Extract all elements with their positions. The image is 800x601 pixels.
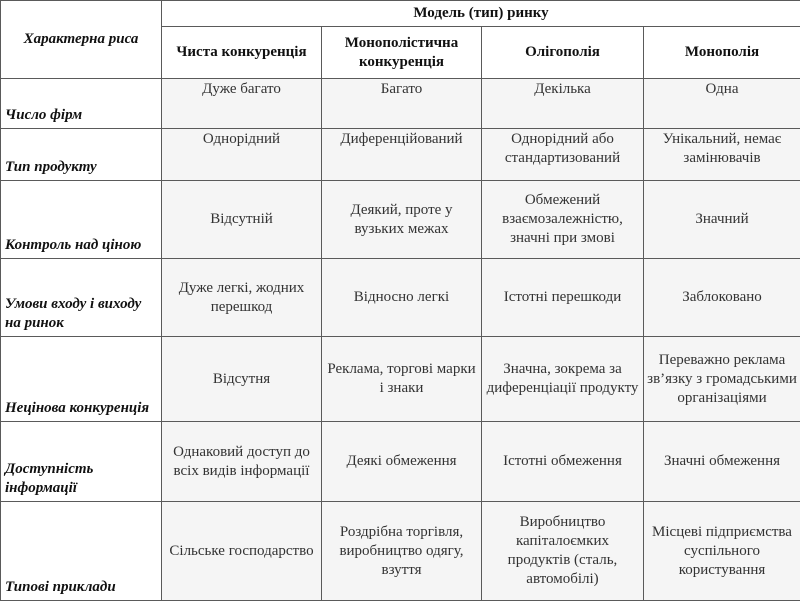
row-header-information-access: Доступність інформації	[1, 422, 162, 502]
table-row	[1, 181, 800, 259]
table-cell: Роздрібна торгівля, виробництво одягу, взуття	[322, 502, 482, 601]
table-cell: Відсутній	[162, 181, 322, 259]
row-header-price-control: Контроль над ціною	[1, 181, 162, 259]
table-cell: Значні обмеження	[644, 422, 800, 502]
table-cell: Заблоковано	[644, 259, 800, 337]
table-row	[1, 502, 800, 601]
table-cell: Багато	[322, 79, 482, 129]
table-cell: Місцеві підприємства суспільного користування	[644, 502, 800, 601]
table-cell: Однорідний	[162, 129, 322, 181]
column-header-perfect-competition: Чиста конкуренція	[162, 27, 322, 79]
table-cell: Значний	[644, 181, 800, 259]
corner-header: Характерна риса	[1, 1, 162, 79]
table-row	[1, 79, 800, 129]
table-cell: Унікальний, немає замінювачів	[644, 129, 800, 181]
table-row	[1, 422, 800, 502]
table-cell: Декілька	[482, 79, 644, 129]
table-cell: Значна, зокрема за диференціації продукту	[482, 337, 644, 422]
table-row	[1, 259, 800, 337]
table-cell: Переважно реклама зв’язку з громадськими організаціями	[644, 337, 800, 422]
table-cell: Реклама, торгові марки і знаки	[322, 337, 482, 422]
table-cell: Дуже багато	[162, 79, 322, 129]
table-cell: Диференційований	[322, 129, 482, 181]
row-header-entry-exit: Умови входу і виходу на ринок	[1, 259, 162, 337]
table-row	[1, 337, 800, 422]
table-cell: Сільське господарство	[162, 502, 322, 601]
row-header-number-of-firms: Число фірм	[1, 79, 162, 129]
table-cell: Деякий, проте у вузьких межах	[322, 181, 482, 259]
table-cell: Виробництво капіталоємких продуктів (сталь, автомобілі)	[482, 502, 644, 601]
table-cell: Обмежений взаємозалежністю, значні при змові	[482, 181, 644, 259]
header-row-group	[1, 1, 800, 27]
column-header-oligopoly: Олігополія	[482, 27, 644, 79]
table-cell: Одна	[644, 79, 800, 129]
row-header-product-type: Тип продукту	[1, 129, 162, 181]
table-row	[1, 129, 800, 181]
column-header-monopolistic-competition: Монополістична конкуренція	[322, 27, 482, 79]
table-cell: Дуже легкі, жодних перешкод	[162, 259, 322, 337]
group-header: Модель (тип) ринку	[162, 1, 800, 27]
row-header-nonprice-competition: Нецінова конкуренція	[1, 337, 162, 422]
table-cell: Істотні обмеження	[482, 422, 644, 502]
row-header-typical-examples: Типові приклади	[1, 502, 162, 601]
table-cell: Деякі обмеження	[322, 422, 482, 502]
table-cell: Однорідний або стандартизований	[482, 129, 644, 181]
table-cell: Істотні перешкоди	[482, 259, 644, 337]
table-cell: Відсутня	[162, 337, 322, 422]
column-header-monopoly: Монополія	[644, 27, 800, 79]
table-cell: Відносно легкі	[322, 259, 482, 337]
table-cell: Однаковий доступ до всіх видів інформації	[162, 422, 322, 502]
